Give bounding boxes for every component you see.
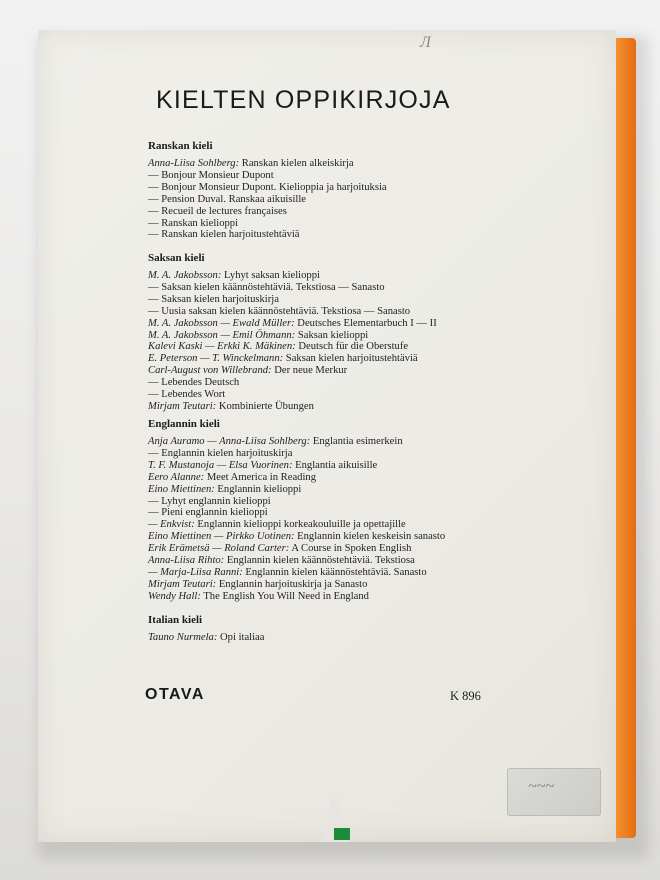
section-heading: Italian kieli bbox=[148, 614, 203, 626]
book-title: — Lebendes Deutsch bbox=[148, 377, 240, 389]
book-entry bbox=[148, 206, 287, 218]
book-entry bbox=[148, 294, 279, 306]
price-sticker bbox=[507, 768, 601, 816]
book-entry bbox=[148, 519, 406, 531]
book-author: Anna-Liisa Rihto: bbox=[148, 555, 225, 566]
book-entry bbox=[148, 448, 292, 460]
book-entry bbox=[148, 401, 314, 413]
book-entry bbox=[148, 170, 274, 182]
book-entry bbox=[148, 330, 368, 342]
book-title: Kombinierte Übungen bbox=[216, 400, 314, 412]
cover-title: KIELTEN OPPIKIRJOJA bbox=[156, 86, 451, 114]
book-author: Mirjam Teutari: bbox=[148, 578, 217, 590]
book-entry bbox=[148, 341, 408, 353]
book-title: Englannin kielen käännöstehtäviä. Tekstiosa bbox=[224, 555, 415, 566]
book-entry bbox=[148, 229, 300, 241]
book-title: — Saksan kielen käännöstehtäviä. Tekstiosa — Sanasto bbox=[148, 281, 385, 293]
book-author: Eino Miettinen: bbox=[148, 483, 215, 495]
book-title: — Bonjour Monsieur Dupont. Kielioppia ja harjoituksia bbox=[148, 181, 387, 193]
book-entry bbox=[148, 158, 354, 170]
pencil-mark: Л bbox=[420, 34, 431, 51]
book-author: Erik Erämetsä — Roland Carter: bbox=[148, 543, 290, 555]
book-title: — Ranskan kielen harjoitustehtäviä bbox=[148, 229, 300, 241]
book-entry bbox=[148, 318, 437, 330]
section-heading: Englannin kieli bbox=[148, 418, 220, 430]
book-title: Der neue Merkur bbox=[271, 365, 348, 377]
book-title: — Lyhyt englannin kielioppi bbox=[148, 495, 271, 507]
book-author: Anna-Liisa Sohlberg: bbox=[148, 158, 240, 169]
book-title: — Englannin kielen harjoituskirja bbox=[148, 447, 293, 459]
sticker-handwriting: ~~~ bbox=[528, 778, 554, 795]
book-title: Opi italiaa bbox=[217, 632, 265, 643]
book-entry bbox=[148, 507, 268, 519]
catalog-code: K 896 bbox=[450, 689, 481, 703]
book-title: Englannin kielioppi korkeakouluille ja opettajille bbox=[194, 519, 406, 531]
book-author: M. A. Jakobsson — Emil Öhmann: bbox=[148, 329, 296, 341]
publisher-logo: OTAVA bbox=[145, 686, 205, 703]
book-author: M. A. Jakobsson — Ewald Müller: bbox=[148, 317, 295, 329]
book-entry bbox=[148, 579, 367, 591]
book-entry bbox=[148, 306, 410, 318]
book-author: — Marja-Liisa Ranni: bbox=[148, 566, 243, 578]
book-title: Meet America in Reading bbox=[204, 471, 316, 483]
inner-green-edge bbox=[334, 828, 350, 840]
book-title: — Lebendes Wort bbox=[148, 389, 226, 400]
book-author: Eero Alanne: bbox=[148, 471, 205, 483]
book-entry bbox=[148, 567, 427, 579]
book-entry bbox=[148, 182, 387, 194]
book-entry bbox=[148, 389, 225, 401]
book-title: The English You Will Need in England bbox=[200, 590, 369, 602]
book-entry bbox=[148, 365, 347, 377]
book-title: A Course in Spoken English bbox=[289, 543, 412, 555]
book-entry bbox=[148, 282, 385, 294]
book-entry bbox=[148, 353, 418, 365]
book-entry bbox=[148, 270, 320, 282]
book-author: Carl-August von Willebrand: bbox=[148, 365, 272, 377]
book-title: Saksan kielioppi bbox=[295, 329, 369, 341]
book-title: Ranskan kielen alkeiskirja bbox=[239, 158, 354, 169]
book-title: Englannin kielen käännöstehtäviä. Sanasto bbox=[242, 566, 427, 578]
book-author: Kalevi Kaski — Erkki K. Mäkinen: bbox=[148, 341, 296, 353]
book-author: Mirjam Teutari: bbox=[148, 400, 217, 412]
book-entry bbox=[148, 632, 264, 644]
book-author: T. F. Mustanoja — Elsa Vuorinen: bbox=[148, 459, 293, 471]
book-title: — Recueil de lectures françaises bbox=[148, 205, 287, 217]
book-author: E. Peterson — T. Winckelmann: bbox=[148, 353, 284, 365]
book-entry bbox=[148, 555, 415, 567]
book-title: — Saksan kielen harjoituskirja bbox=[148, 293, 279, 305]
book-entry bbox=[148, 543, 411, 555]
book-entry bbox=[148, 194, 306, 206]
book-title: Saksan kielen harjoitustehtäviä bbox=[283, 353, 418, 365]
book-entry bbox=[148, 460, 377, 472]
book-title: — Pension Duval. Ranskaa aikuisille bbox=[148, 193, 307, 205]
book-entry bbox=[148, 218, 238, 230]
book-title: Englannin kielioppi bbox=[214, 483, 302, 495]
book-author: Tauno Nurmela: bbox=[148, 632, 218, 643]
book-title: — Pieni englannin kielioppi bbox=[148, 507, 268, 519]
book-title: Englannin kielen keskeisin sanasto bbox=[294, 531, 446, 543]
book-author: M. A. Jakobsson: bbox=[148, 270, 222, 281]
book-title: Englannin harjoituskirja ja Sanasto bbox=[216, 578, 368, 590]
book-author: Anja Auramo — Anna-Liisa Sohlberg: bbox=[148, 436, 311, 447]
book-title: — Ranskan kielioppi bbox=[148, 217, 239, 229]
book-entry bbox=[148, 531, 445, 543]
book-entry bbox=[148, 484, 301, 496]
book-title: Englantia esimerkein bbox=[310, 436, 403, 447]
section-heading: Ranskan kieli bbox=[148, 140, 213, 152]
book-title: Deutsches Elementarbuch I — II bbox=[294, 317, 437, 329]
book-entry bbox=[148, 436, 403, 448]
book-title: Englantia aikuisille bbox=[292, 459, 378, 471]
book-author: — Enkvist: bbox=[148, 519, 195, 531]
book-author: Wendy Hall: bbox=[148, 590, 201, 602]
book-entry bbox=[148, 472, 316, 484]
book-author: Eino Miettinen — Pirkko Uotinen: bbox=[148, 531, 295, 543]
book-title: Lyhyt saksan kielioppi bbox=[221, 270, 320, 281]
book-title: Deutsch für die Oberstufe bbox=[295, 341, 409, 353]
book-entry bbox=[148, 591, 369, 603]
book-title: — Uusia saksan kielen käännöstehtäviä. Tekstiosa — Sanasto bbox=[148, 305, 411, 317]
book-entry bbox=[148, 496, 271, 508]
book-title: — Bonjour Monsieur Dupont bbox=[148, 169, 274, 181]
book-entry bbox=[148, 377, 239, 389]
section-heading: Saksan kieli bbox=[148, 252, 205, 264]
